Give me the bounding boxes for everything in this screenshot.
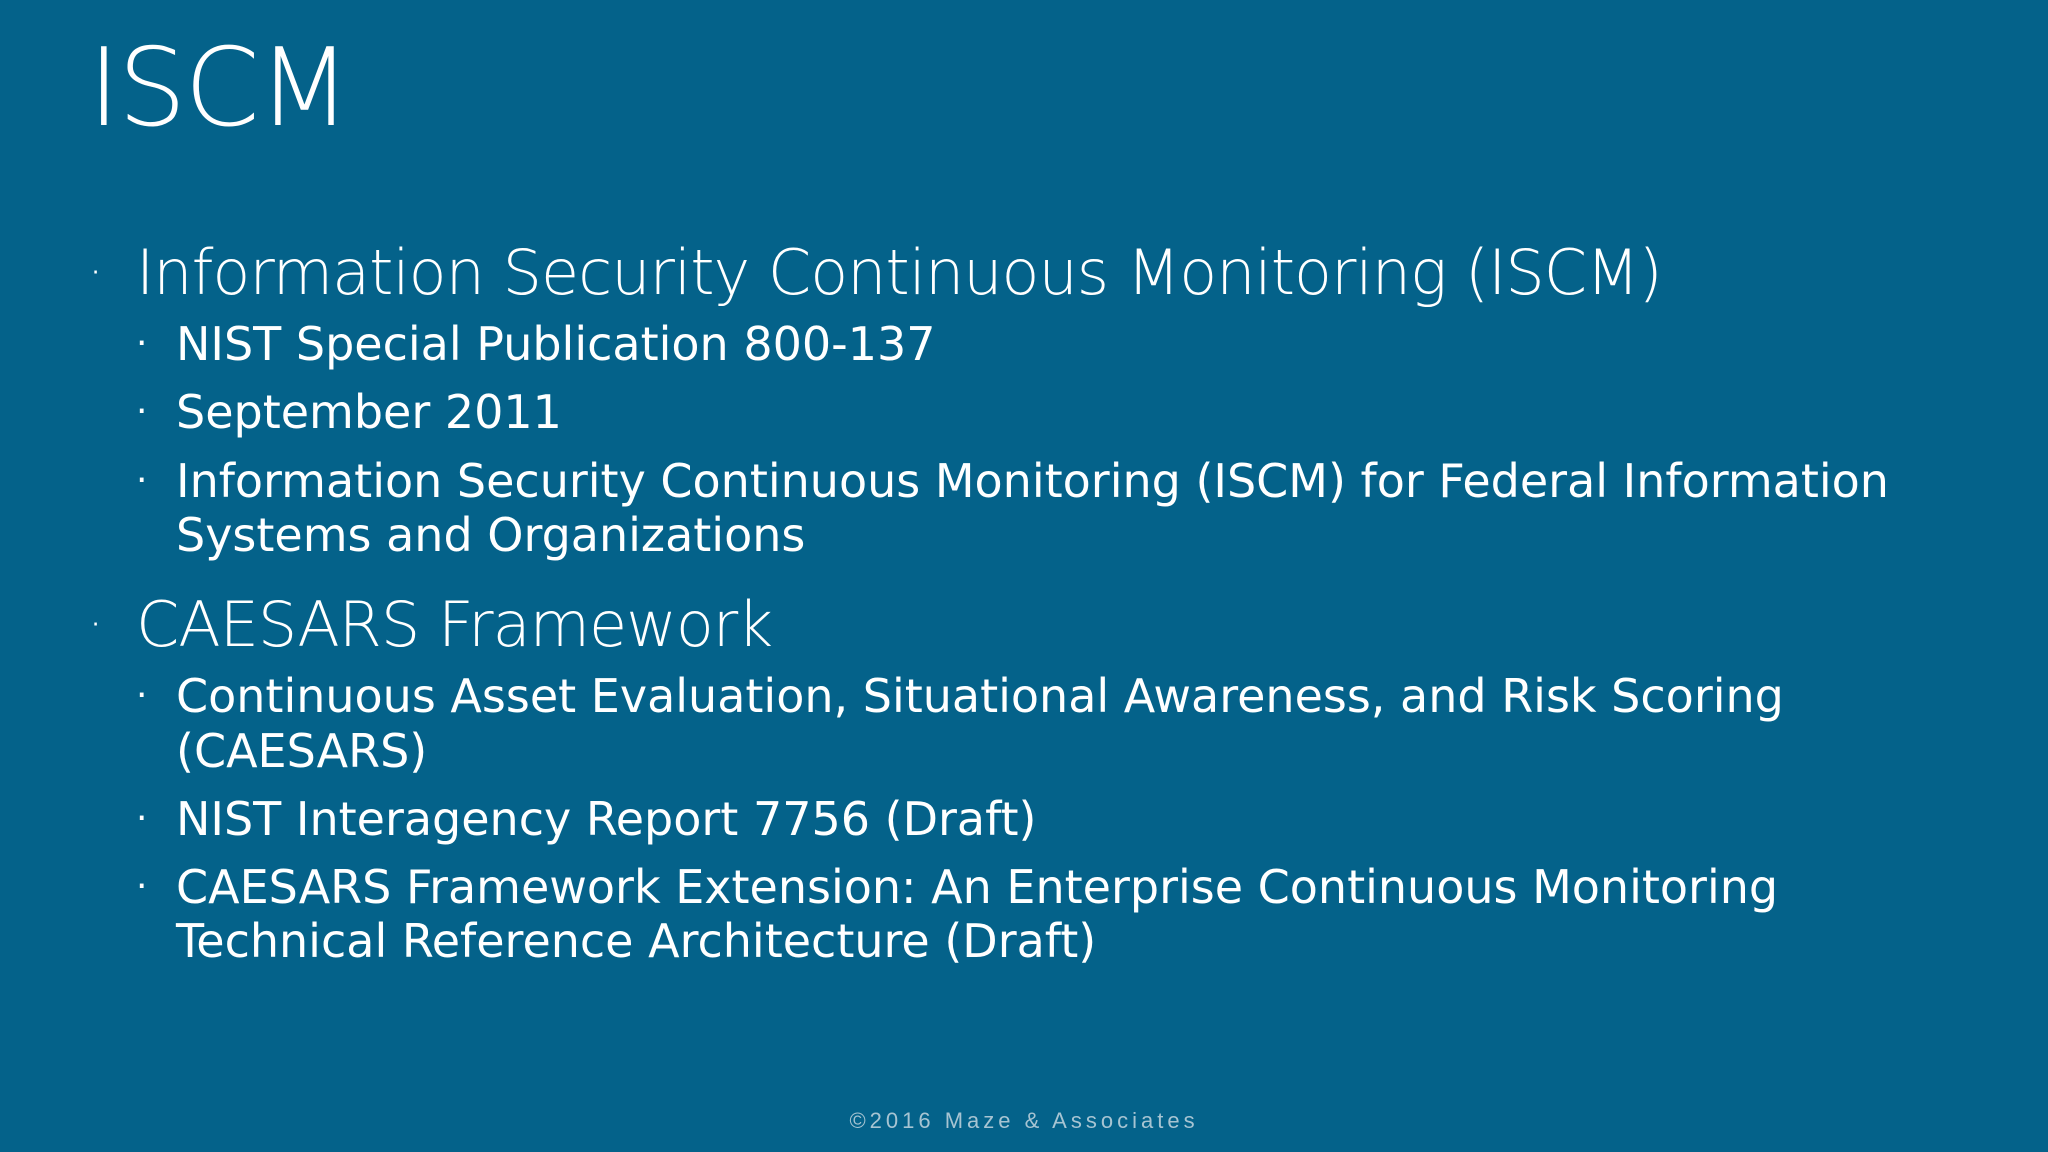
sub-bullet-item <box>136 669 1976 778</box>
bullet-dot-icon: · <box>88 596 103 653</box>
bullet-dot-icon: · <box>136 866 148 908</box>
bullet-dot-icon: · <box>136 797 148 839</box>
sub-bullet-item <box>136 454 1976 563</box>
bullet-dot-icon: · <box>88 244 103 300</box>
bullet-dot-icon: · <box>136 459 148 501</box>
sub-bullet-text-line: CAESARS Framework Extension: An Enterprise Continuous Monitoring <box>176 860 1779 915</box>
sub-bullet-text-line: Continuous Asset Evaluation, Situational Awareness, and Risk Scoring <box>176 669 1784 724</box>
sub-bullet-text: NIST Special Publication 800-137 <box>176 317 936 372</box>
bullet-text: Information Security Continuous Monitoring (ISCM) <box>136 236 1662 309</box>
bullet-item <box>88 236 1968 309</box>
copyright-footer: ©2016 Maze & Associates <box>849 1108 1199 1133</box>
sub-bullet-text-line: Technical Reference Architecture (Draft) <box>176 914 1097 969</box>
sub-bullet-item <box>136 385 1976 439</box>
sub-bullet-item <box>136 792 1976 846</box>
bullet-list <box>88 236 1968 983</box>
sub-bullet-text-line: Information Security Continuous Monitoring (ISCM) for Federal Information <box>176 453 1889 508</box>
sub-bullet-text: NIST Interagency Report 7756 (Draft) <box>176 791 1037 846</box>
bullet-dot-icon: · <box>136 675 148 717</box>
sub-bullet-item <box>136 317 1976 371</box>
slide-title: ISCM <box>88 26 349 151</box>
sub-bullet-text-line: (CAESARS) <box>176 723 428 778</box>
bullet-dot-icon: · <box>136 323 148 365</box>
sub-bullet-item <box>136 860 1976 969</box>
sub-bullet-text: September 2011 <box>176 385 562 440</box>
bullet-item <box>88 588 1968 661</box>
bullet-text: CAESARS Framework <box>136 588 773 662</box>
bullet-dot-icon: · <box>136 391 148 433</box>
sub-bullet-text-line: Systems and Organizations <box>176 507 806 562</box>
